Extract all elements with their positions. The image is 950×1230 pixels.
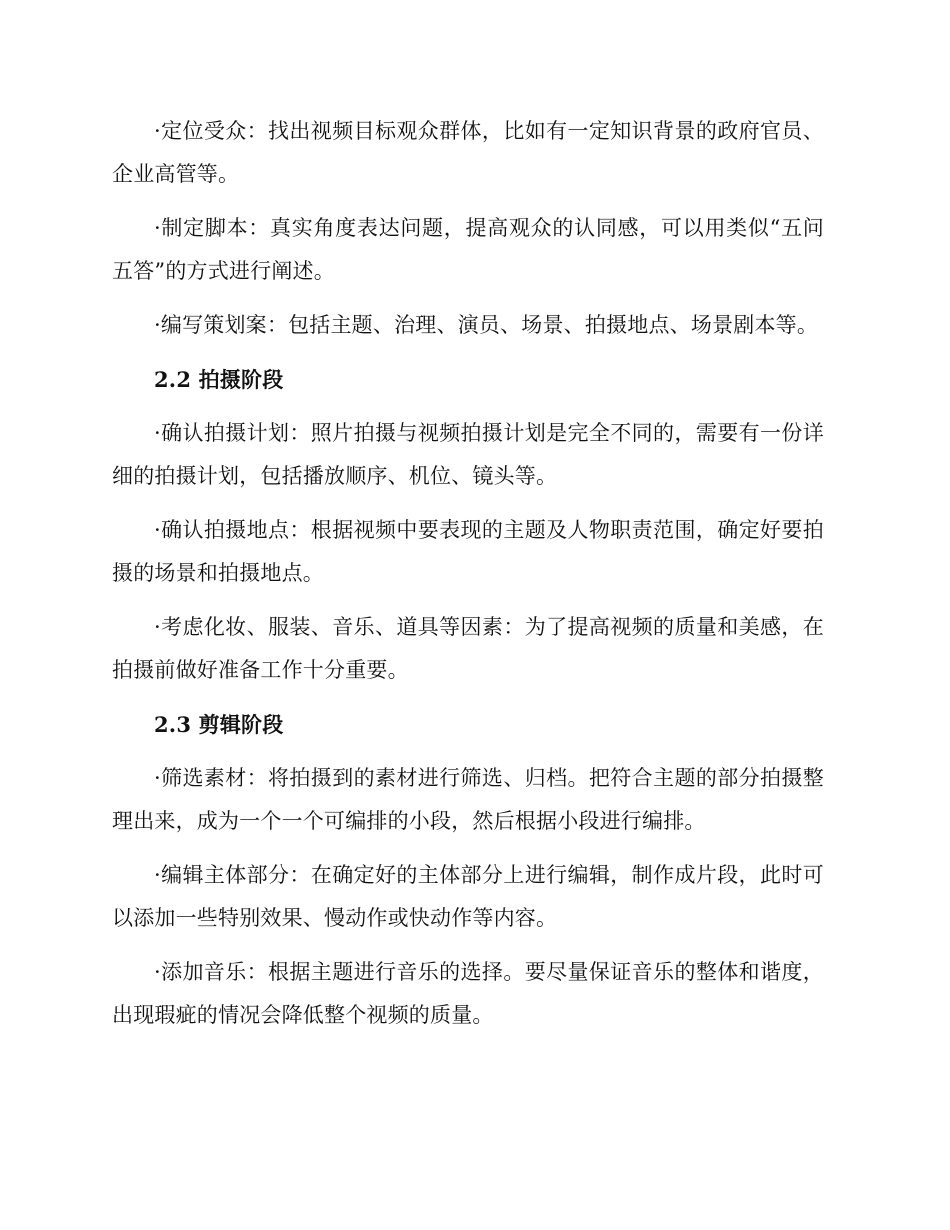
section-heading-editing: 2.3 剪辑阶段 xyxy=(154,712,284,737)
paragraph-add-music: ·添加音乐：根据主题进行音乐的选择。要尽量保证音乐的整体和谐度，出现瑕疵的情况会降低整个视频的质量。 xyxy=(112,960,824,1027)
paragraph-script: ·制定脚本：真实角度表达问题，提高观众的认同感，可以用类似“五问五答”的方式进行阐述。 xyxy=(112,216,824,283)
paragraph-edit-main: ·编辑主体部分：在确定好的主体部分上进行编辑，制作成片段，此时可以添加一些特别效果、慢动作或快动作等内容。 xyxy=(112,863,824,930)
paragraph-shooting-location: ·确认拍摄地点：根据视频中要表现的主题及人物职责范围，确定好要拍摄的场景和拍摄地点。 xyxy=(112,518,824,585)
document-body xyxy=(112,110,824,1037)
paragraph-shooting-factors: ·考虑化妆、服装、音乐、道具等因素：为了提高视频的质量和美感，在拍摄前做好准备工作十分重要。 xyxy=(112,615,824,682)
paragraph-filter-material: ·筛选素材：将拍摄到的素材进行筛选、归档。把符合主题的部分拍摄整理出来，成为一个一个可编排的小段，然后根据小段进行编排。 xyxy=(112,766,824,833)
paragraph-plan: ·编写策划案：包括主题、治理、演员、场景、拍摄地点、场景剧本等。 xyxy=(154,313,819,337)
section-heading-shooting: 2.2 拍摄阶段 xyxy=(154,367,284,392)
paragraph-shooting-plan: ·确认拍摄计划：照片拍摄与视频拍摄计划是完全不同的，需要有一份详细的拍摄计划，包括播放顺序、机位、镜头等。 xyxy=(112,421,824,488)
paragraph-audience: ·定位受众：找出视频目标观众群体，比如有一定知识背景的政府官员、企业高管等。 xyxy=(112,119,824,186)
